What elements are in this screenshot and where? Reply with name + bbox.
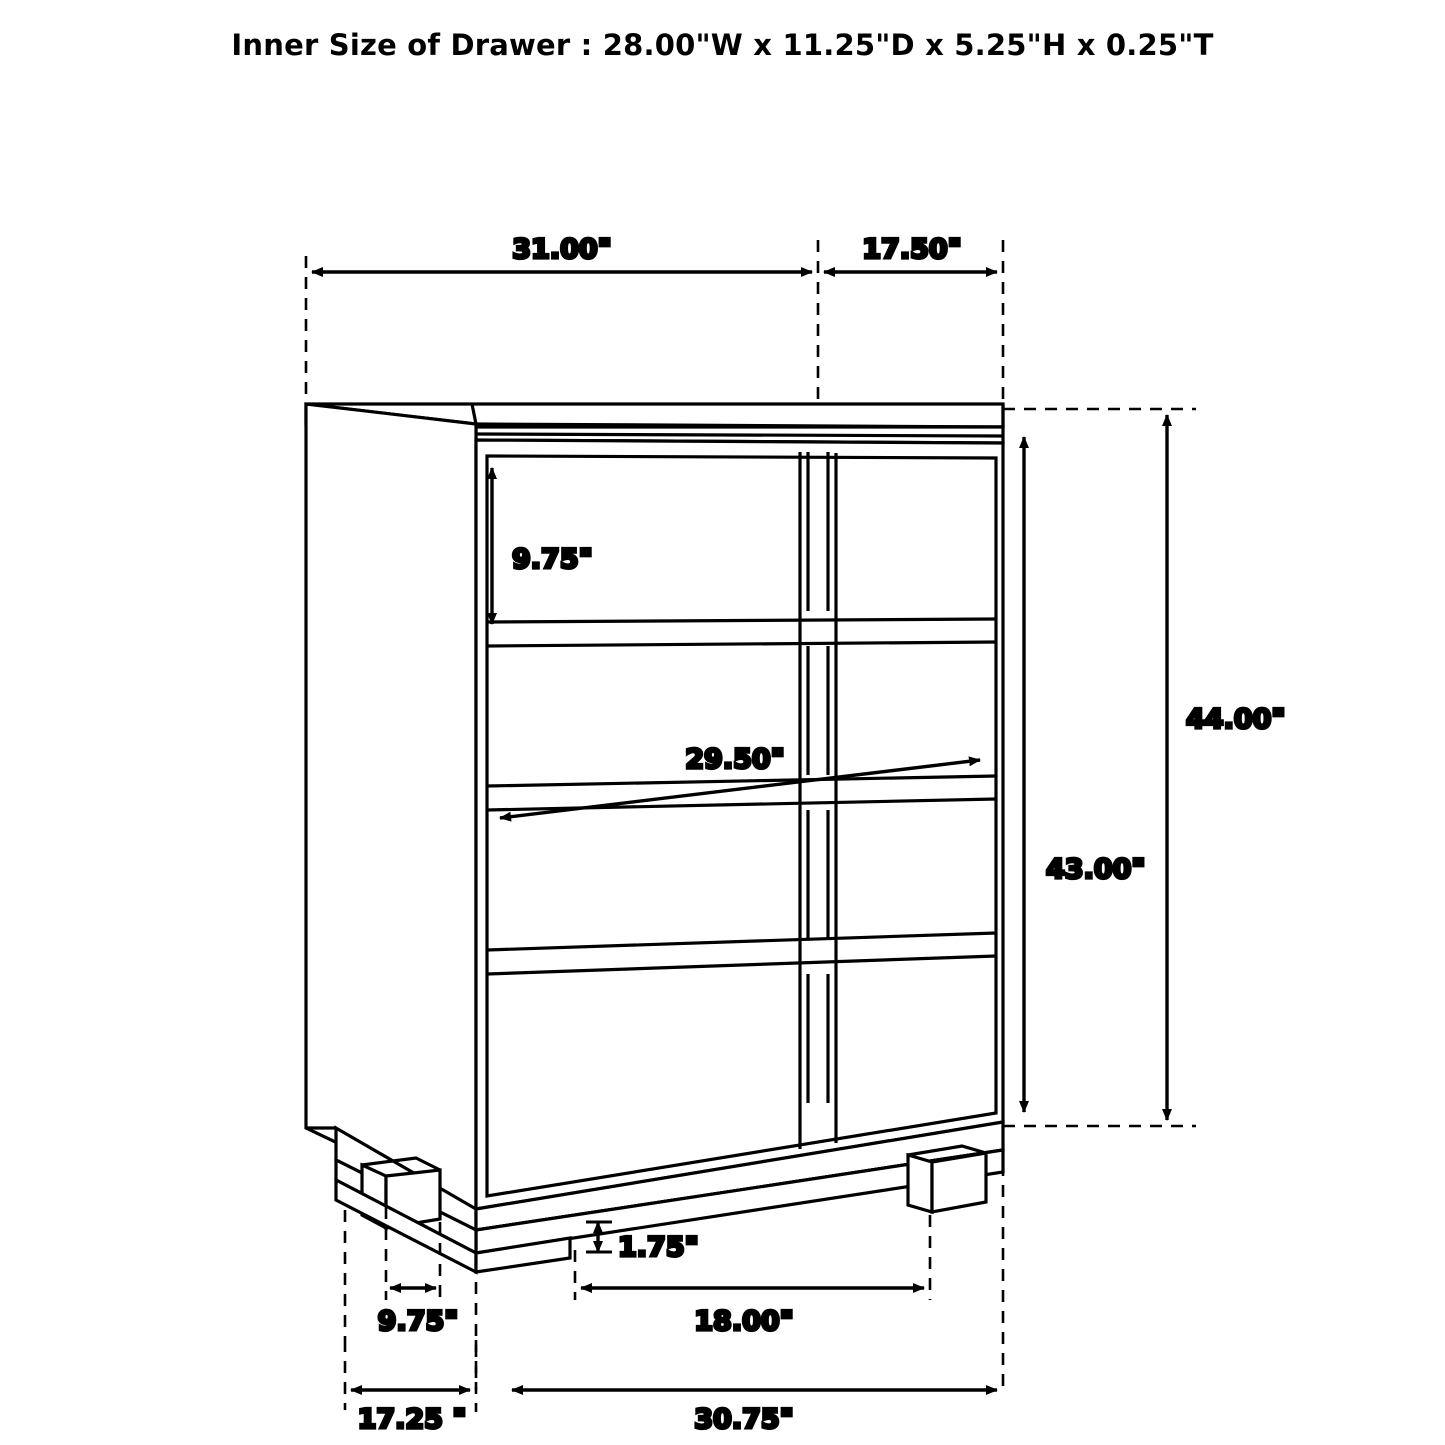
dim-label-base-width: 30.75" (694, 1404, 794, 1435)
dim-label-drawer-height: 9.75" (512, 544, 593, 575)
dim-label-body-height: 43.00" (1046, 854, 1146, 885)
dim-label-foot-span: 18.00" (694, 1306, 794, 1337)
dim-label-top-width-front: 31.00" (512, 234, 612, 265)
chest-left-side-panel (306, 404, 476, 1209)
dim-label-base-depth: 17.25 " (357, 1404, 467, 1435)
page-title: Inner Size of Drawer : 28.00"W x 11.25"D x 5.25"H x 0.25"T (231, 28, 1214, 62)
dim-label-foot-width: 9.75" (377, 1306, 459, 1337)
dim-label-overall-height: 44.00" (1186, 704, 1286, 735)
dim-label-drawer-width: 29.50" (685, 744, 785, 775)
dim-label-foot-height: 1.75" (618, 1232, 699, 1263)
dim-base-depth (345, 1340, 476, 1412)
dim-label-top-width-side: 17.50" (862, 234, 962, 265)
